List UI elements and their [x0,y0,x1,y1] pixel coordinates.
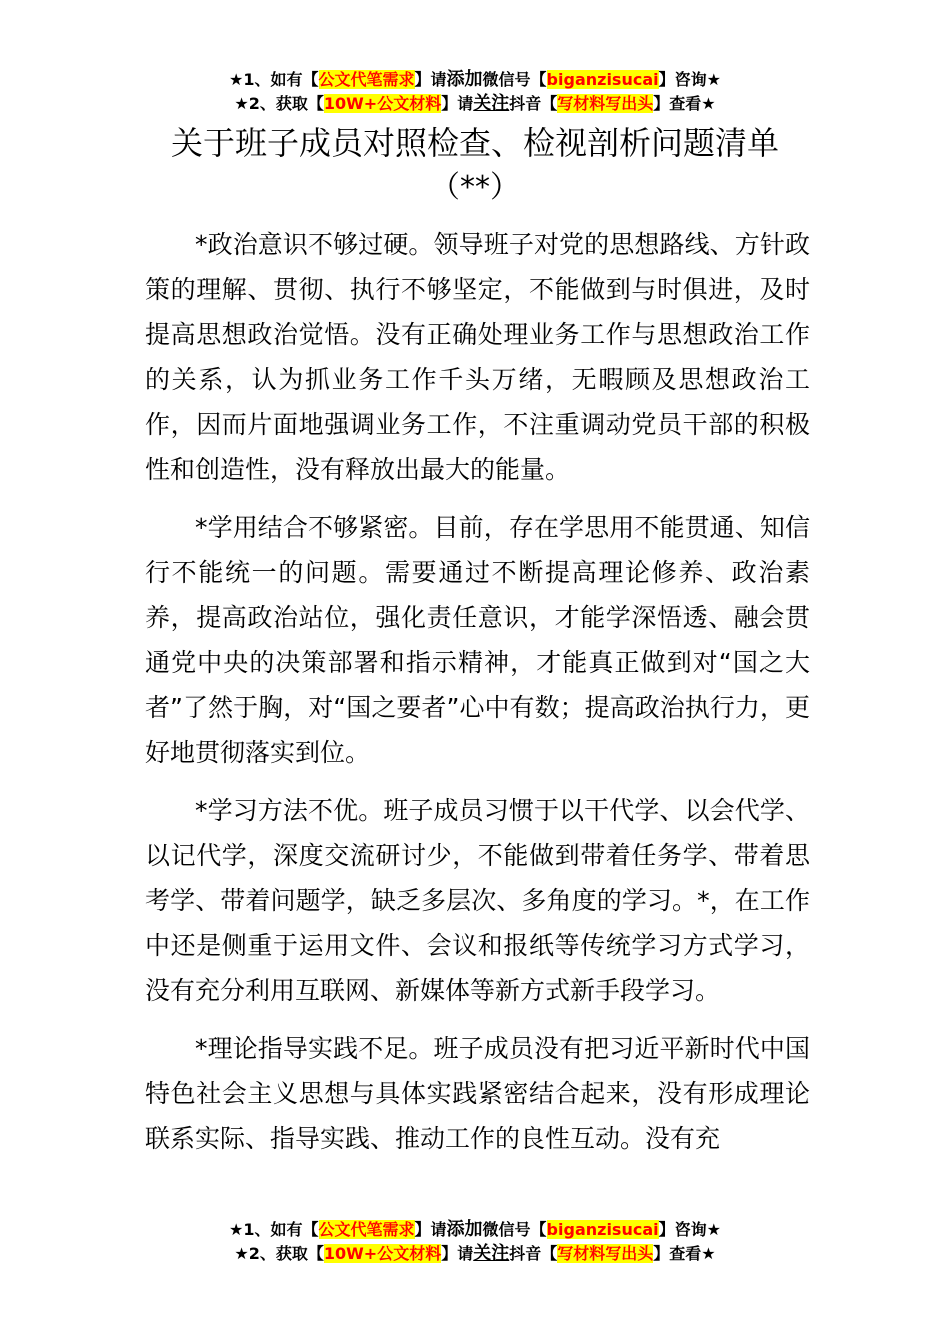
wechat-id-highlight: biganzisucai [546,1220,659,1239]
paragraph-study-methods: *学习方法不优。班子成员习惯于以干代学、以会代学、以记代学，深度交流研讨少，不能做到带着任务学、带着思考学、带着问题学，缺乏多层次、多角度的学习。*，在工作中还是侧重于运用文件、会议和报纸等传统学习方式学习，没有充分利用互联网、新媒体等新方式新手段学习。 [145,796,810,1005]
document-subtitle: （**） [430,170,520,205]
star-icon: ★ [229,70,244,89]
notice-text: 1、如有【 [243,70,319,89]
notice-text: 微信号【 [482,70,547,89]
star-icon: ★ [234,1244,249,1263]
materials-highlight: 10W+公文材料 [323,94,442,113]
add-emphasis: 添加 [446,1219,483,1240]
notice-text: 2、获取【 [248,1244,324,1263]
notice-text: 2、获取【 [248,94,324,113]
douyin-id-highlight: 写材料写出头 [557,1244,654,1263]
paragraph-political-awareness: *政治意识不够过硬。领导班子对党的思想路线、方针政策的理解、贯彻、执行不够坚定，不能做到与时俱进，及时提高思想政治觉悟。没有正确处理业务工作与思想政治工作的关系，认为抓业务工作千头万绪，无暇顾及思想政治工作，因而片面地强调业务工作，不注重调动党员干部的积极性和创造性，没有释放出最大的能量。 [145,230,810,484]
follow-emphasis: 关注 [473,1243,510,1264]
document-body [145,222,810,1174]
notice-text: 】请 [414,70,447,89]
header-notice [0,68,950,116]
notice-text: 微信号【 [482,1220,547,1239]
footer-notice-line-2 [0,1242,950,1266]
notice-text: 】查看★ [653,94,716,113]
notice-text: 】查看★ [653,1244,716,1263]
douyin-id-highlight: 写材料写出头 [557,94,654,113]
star-icon: ★ [229,1220,244,1239]
header-notice-line-1 [0,68,950,92]
document-title: 关于班子成员对照检查、检视剖析问题清单 [170,124,779,162]
follow-emphasis: 关注 [473,93,510,114]
add-emphasis: 添加 [446,69,483,90]
paragraph-study-application: *学用结合不够紧密。目前，存在学思用不能贯通、知信行不能统一的问题。需要通过不断提高理论修养、政治素养，提高政治站位，强化责任意识，才能学深悟透、融会贯通党中央的决策部署和指示精神，才能真正做到对“国之大者”了然于胸，对“国之要者”心中有数；提高政治执行力，更好地贯彻落实到位。 [145,513,810,767]
header-notice-line-2 [0,92,950,116]
wechat-id-highlight: biganzisucai [546,70,659,89]
notice-text: 抖音【 [509,1244,558,1263]
footer-notice-line-1 [0,1218,950,1242]
notice-text: 】请 [414,1220,447,1239]
ghostwriting-highlight: 公文代笔需求 [318,1220,415,1239]
ghostwriting-highlight: 公文代笔需求 [318,70,415,89]
materials-highlight: 10W+公文材料 [323,1244,442,1263]
notice-text: 】咨询★ [658,1220,721,1239]
footer-notice [0,1218,950,1266]
notice-text: 抖音【 [509,94,558,113]
star-icon: ★ [234,94,249,113]
paragraph-theory-practice: *理论指导实践不足。班子成员没有把习近平新时代中国特色社会主义思想与具体实践紧密结合起来，没有形成理论联系实际、指导实践、推动工作的良性互动。没有充 [145,1034,810,1153]
notice-text: 】咨询★ [658,70,721,89]
notice-text: 】请 [441,94,474,113]
notice-text: 】请 [441,1244,474,1263]
notice-text: 1、如有【 [243,1220,319,1239]
